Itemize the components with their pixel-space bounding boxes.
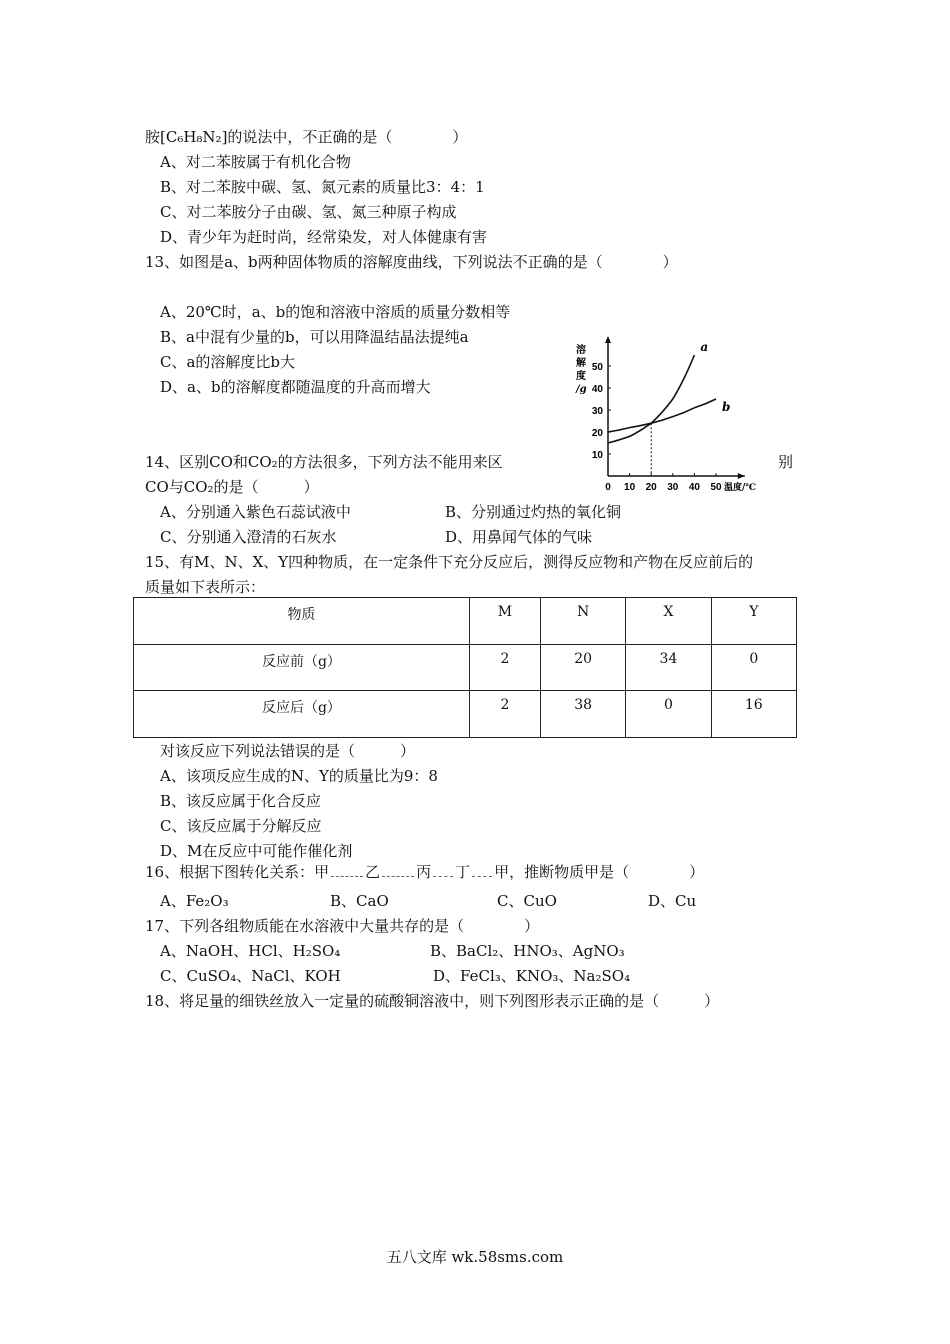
q18-stem: 18、将足量的细铁丝放入一定量的硫酸铜溶液中，则下列图形表示正确的是（ ） <box>145 992 720 1010</box>
q13-stem: 13、如图是a、b两种固体物质的溶解度曲线，下列说法不正确的是（ ） <box>145 253 678 271</box>
q13-option-c: C、a的溶解度比b大 <box>160 353 296 371</box>
q15-option-c: C、该反应属于分解反应 <box>160 817 322 835</box>
q15-stem-line2: 质量如下表所示： <box>145 578 266 596</box>
x-axis-arrow <box>738 473 745 479</box>
y-axis-arrow <box>605 336 611 343</box>
table-header-cell: Y <box>711 598 796 645</box>
series-a-label: a <box>700 340 709 354</box>
series-b-label: b <box>722 400 731 414</box>
table-header-cell: X <box>626 598 711 645</box>
arrow-icon <box>431 866 455 880</box>
q13-option-d: D、a、b的溶解度都随温度的升高而增大 <box>160 378 431 396</box>
table-header-row <box>134 598 797 645</box>
q13-option-b: B、a中混有少量的b，可以用降温结晶法提纯a <box>160 328 469 346</box>
table-header-cell: M <box>469 598 540 645</box>
table-cell: 2 <box>469 691 540 738</box>
series-b-line <box>608 399 716 432</box>
q17-option-c: C、CuSO₄、NaCl、KOH <box>160 967 341 985</box>
solubility-chart <box>570 335 780 505</box>
y-axis-label-part: 度 <box>576 371 586 382</box>
q15-after-table: 对该反应下列说法错误的是（ ） <box>160 742 416 760</box>
y-tick-label: 10 <box>591 450 603 461</box>
y-tick-label: 20 <box>591 428 603 439</box>
q12-option-b: B、对二苯胺中碳、氢、氮元素的质量比3：4：1 <box>160 178 485 196</box>
table-cell: 38 <box>540 691 625 738</box>
table-cell: 0 <box>626 691 711 738</box>
q12-option-a: A、对二苯胺属于有机化合物 <box>160 153 351 171</box>
q16-stem-suffix: 甲，推断物质甲是（ ） <box>494 863 705 881</box>
table-cell: 反应前（g） <box>134 644 470 691</box>
table-header-cell: N <box>540 598 625 645</box>
q12-option-c: C、对二苯胺分子由碳、氢、氮三种原子构成 <box>160 203 457 221</box>
q15-option-d: D、M在反应中可能作催化剂 <box>160 842 353 860</box>
table-cell: 反应后（g） <box>134 691 470 738</box>
q12-option-d: D、青少年为赶时尚，经常染发，对人体健康有害 <box>160 228 488 246</box>
arrow-icon <box>329 866 365 880</box>
table-row <box>134 691 797 738</box>
q17-stem: 17、下列各组物质能在水溶液中大量共存的是（ ） <box>145 917 540 935</box>
q17-option-b: B、BaCl₂、HNO₃、AgNO₃ <box>430 942 625 960</box>
x-tick-label: 40 <box>688 482 700 493</box>
q16-option-a: A、Fe₂O₃ <box>160 892 229 910</box>
y-tick-label: 40 <box>591 384 603 395</box>
table-cell: 34 <box>626 644 711 691</box>
table-cell: 20 <box>540 644 625 691</box>
q17-option-a: A、NaOH、HCl、H₂SO₄ <box>160 942 341 960</box>
q15-stem-line1: 15、有M、N、X、Y四种物质，在一定条件下充分反应后，测得反应物和产物在反应前后的 <box>145 553 754 571</box>
q16-substance-4: 丁 <box>455 863 471 881</box>
q16-option-d: D、Cu <box>648 892 697 910</box>
q16-stem-prefix: 16、根据下图转化关系：甲 <box>145 863 330 881</box>
x-axis-label: 温度/℃ <box>724 483 757 493</box>
q14-option-d: D、用鼻闻气体的气味 <box>445 528 593 546</box>
table-cell: 2 <box>469 644 540 691</box>
q14-stem-part1: 14、区别CO和CO₂的方法很多，下列方法不能用来区 <box>145 453 503 471</box>
x-tick-label: 30 <box>667 482 679 493</box>
y-axis-label-part: 溶 <box>576 345 586 356</box>
footer-watermark: 五八文库 wk.58sms.com <box>386 1248 564 1266</box>
table-row <box>134 644 797 691</box>
q16-option-c: C、CuO <box>497 892 557 910</box>
q16-option-b: B、CaO <box>330 892 389 910</box>
q14-option-c: C、分别通入澄清的石灰水 <box>160 528 337 546</box>
x-tick-label: 0 <box>605 482 611 493</box>
q14-option-a: A、分别通入紫色石蕊试液中 <box>160 503 351 521</box>
q14-option-b: B、分别通过灼热的氧化铜 <box>445 503 622 521</box>
q14-stem-part2: 别 <box>778 453 794 471</box>
y-tick-label: 30 <box>591 406 603 417</box>
q14-stem-part3: CO与CO₂的是（ ） <box>145 478 319 496</box>
q13-option-a: A、20℃时，a、b的饱和溶液中溶质的质量分数相等 <box>160 303 511 321</box>
y-tick-label: 50 <box>591 362 603 373</box>
q15-option-b: B、该反应属于化合反应 <box>160 792 322 810</box>
table-cell: 16 <box>711 691 796 738</box>
mass-table <box>133 597 797 738</box>
table-cell: 0 <box>711 644 796 691</box>
q16-substance-2: 乙 <box>365 863 381 881</box>
x-tick-label: 20 <box>645 482 657 493</box>
x-tick-label: 50 <box>710 482 722 493</box>
q17-option-d: D、FeCl₃、KNO₃、Na₂SO₄ <box>433 967 631 985</box>
arrow-icon <box>380 866 416 880</box>
q15-option-a: A、该项反应生成的N、Y的质量比为9：8 <box>160 767 438 785</box>
q12-stem: 胺[C₆H₈N₂]的说法中，不正确的是（ ） <box>145 128 468 146</box>
arrow-icon <box>470 866 494 880</box>
y-axis-label-part: 解 <box>576 358 586 369</box>
q16-stem <box>145 862 704 882</box>
y-axis-label-part: /g <box>576 384 587 395</box>
x-tick-label: 10 <box>624 482 636 493</box>
table-header-cell: 物质 <box>134 598 470 645</box>
q16-substance-3: 丙 <box>416 863 432 881</box>
